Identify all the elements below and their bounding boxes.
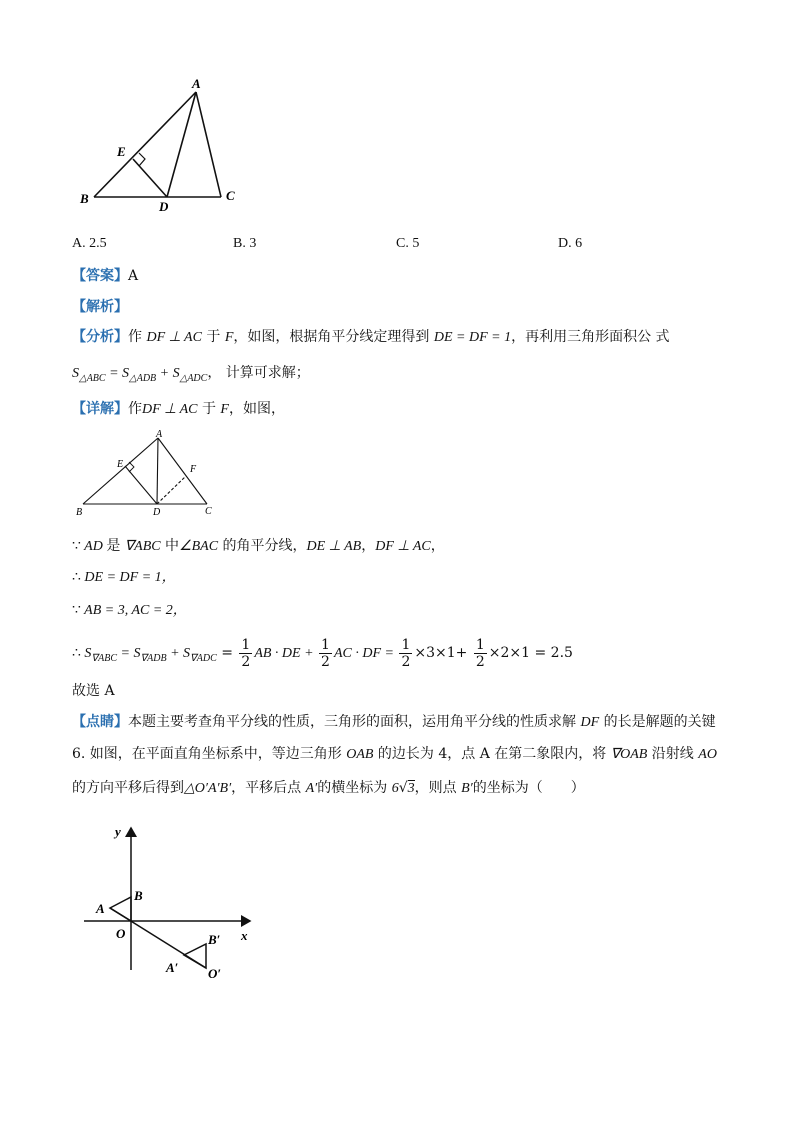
label-y: y (115, 824, 121, 839)
analysis-tag: 【解析】 (72, 299, 128, 315)
segment-de (133, 159, 167, 197)
label-o-prime: O′ (208, 966, 222, 981)
label-a: A (96, 901, 105, 916)
label-d: D (159, 199, 169, 212)
side-ab (83, 438, 158, 504)
sqrt-sign: √ (398, 780, 408, 796)
proof-line-1: ∵ AD 是 ∇ABC 中∠BAC 的角平分线，DE ⊥ AB，DF ⊥ AC， (72, 538, 445, 554)
label-d: D (153, 507, 161, 518)
label-a: A (156, 429, 163, 440)
fraction-half-3: $\frac{1}{2}$ (401, 636, 411, 670)
question-6-line-1: 6. 如图，在平面直角坐标系中，等边三角形 OAB 的边长为 4，点 A 在第二象限内，将 ∇OAB 沿射线 AO (72, 746, 717, 762)
fenxi-tag: 【分析】 (72, 329, 128, 345)
figure-triangle-abc-with-f (72, 428, 222, 520)
segment-ad (157, 438, 158, 504)
fraction-half-4: $\frac{1}{2}$ (475, 636, 485, 670)
label-b: B (76, 507, 83, 518)
label-o: O (116, 926, 126, 941)
fraction-half-2: $\frac{1}{2}$ (321, 636, 330, 670)
proof-line-4: ∴ $S_{\nabla ABC} = S_{\nabla ADB} + S_{\nabla ADC}$ = $\frac{1}{2}$ AB · DE + $\frac{1}{2}$ AC · DF = $\frac{1}{2}$ ×3×1+ $\frac{1}{2}$ ×2×1 = 2.5 (72, 636, 573, 670)
label-c: C (226, 188, 235, 203)
label-e: E (117, 459, 124, 470)
label-x: x (241, 928, 248, 943)
label-a: A (192, 76, 201, 91)
xiangjie-line: 【详解】作DF ⊥ AC 于 F，如图， (72, 401, 285, 417)
dianjing-tag: 【点睛】 (72, 714, 128, 730)
option-d[interactable]: D. 6 (558, 236, 583, 251)
side-ac (196, 92, 221, 197)
right-angle-mark (139, 153, 145, 166)
figure-coordinate-plane (80, 822, 260, 982)
proof-line-2: ∴ DE = DF = 1， (72, 569, 176, 585)
segment-df-dashed (157, 476, 186, 504)
option-b[interactable]: B. 3 (233, 236, 257, 251)
xiangjie-tag: 【详解】 (72, 401, 128, 417)
option-c[interactable]: C. 5 (396, 236, 420, 251)
triangle-oab (110, 897, 131, 921)
answer-line (72, 266, 138, 286)
label-c: C (205, 506, 212, 517)
label-b: B (134, 888, 143, 903)
label-e: E (117, 144, 126, 159)
label-f: F (190, 464, 197, 475)
fenxi-line: 【分析】作 DF ⊥ AC 于 F，如图，根据角平分线定理得到 DE = DF = 1，再利用三角形面积公 式 (72, 329, 670, 345)
side-ac (158, 438, 207, 504)
label-b: B (80, 191, 89, 206)
answer-tag: 【答案】 (72, 268, 128, 284)
conclusion-line: 故选 A (72, 683, 115, 699)
label-a-prime: A′ (166, 960, 179, 975)
question-6-line-2: 的方向平移后得到△O′A′B′，平移后点 A′的横坐标为 6√3，则点 B′的坐标为（ ） (72, 780, 585, 796)
fenxi-formula-line: $S_{\triangle ABC} = S_{\triangle ADB} + S_{\triangle ADC}$， 计算可求解； (72, 365, 310, 384)
proof-line-3: ∵ AB = 3, AC = 2， (72, 602, 187, 618)
dianjing-line: 【点睛】本题主要考查角平分线的性质，三角形的面积，运用角平分线的性质求解 DF 的长是解题的关键 (72, 714, 716, 730)
label-b-prime: B′ (208, 932, 221, 947)
option-a[interactable]: A. 2.5 (72, 236, 107, 251)
figure-triangle-abc (74, 72, 254, 212)
answer-value: A (128, 268, 139, 284)
fraction-half-1: $\frac{1}{2}$ (241, 636, 251, 670)
